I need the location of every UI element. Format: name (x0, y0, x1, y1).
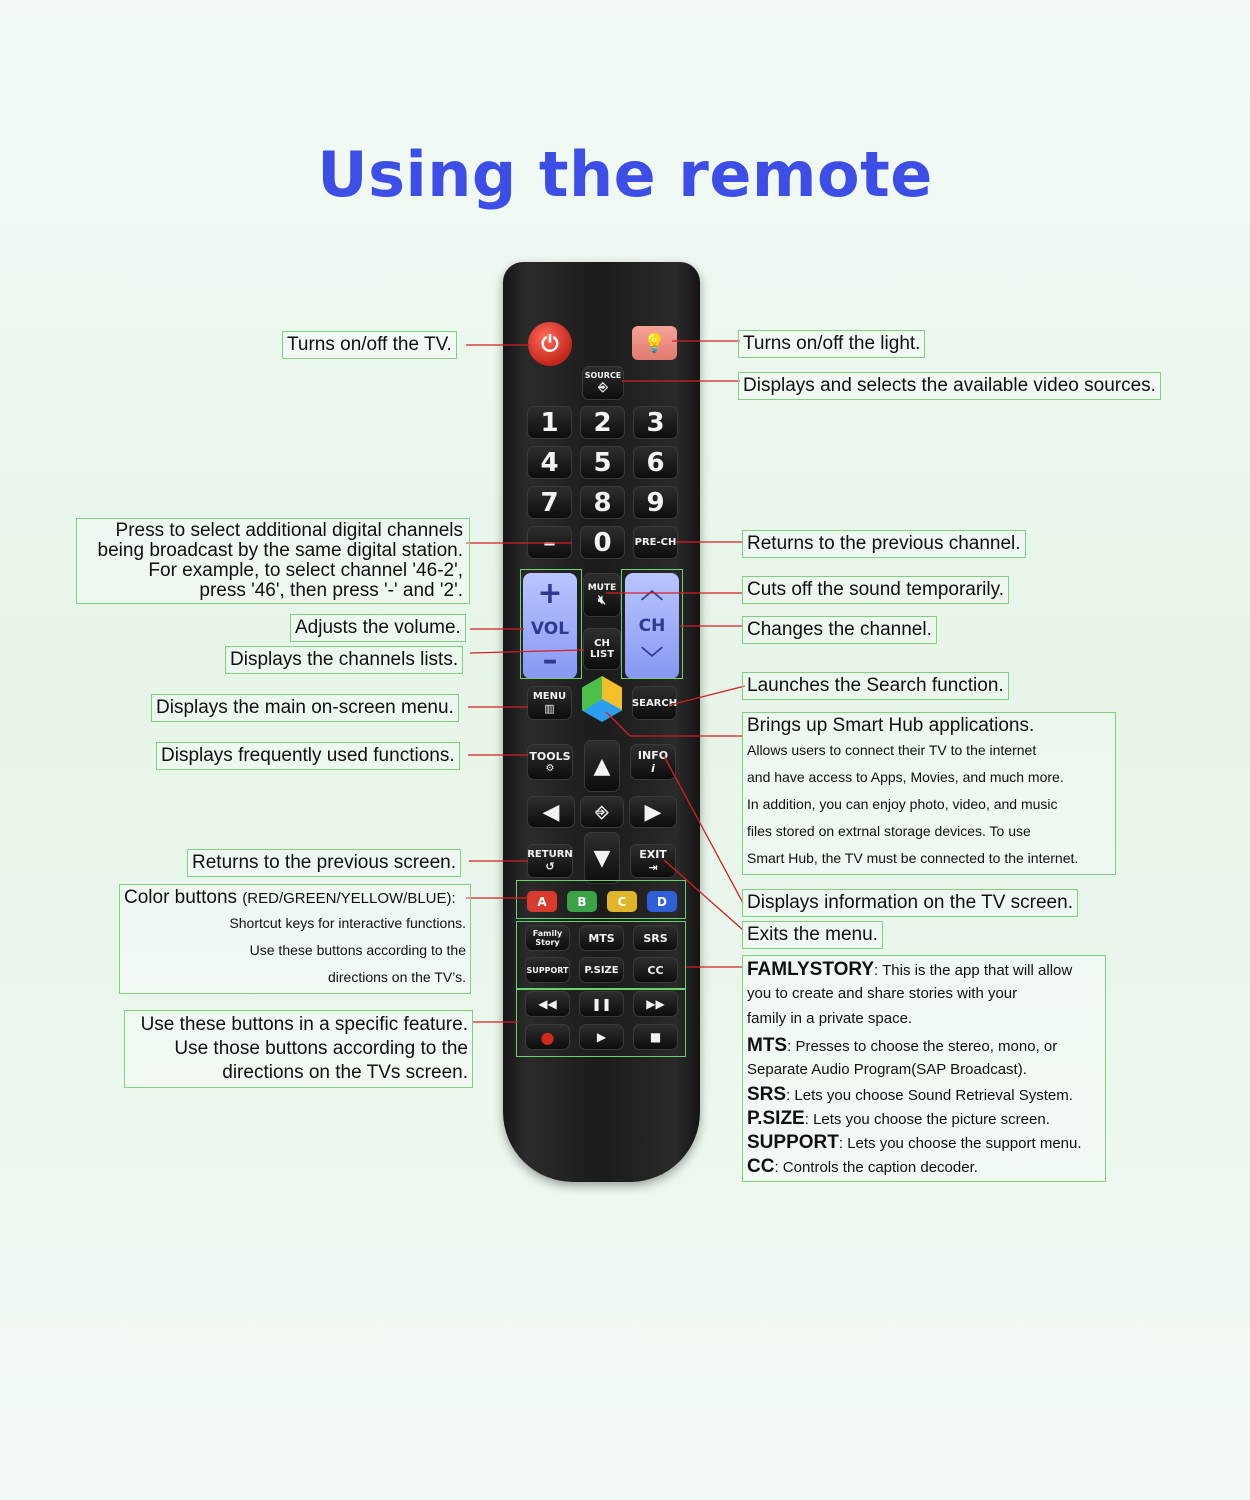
label-feature-line-3: directions on the TVs screen. (222, 1062, 468, 1083)
label-color-paren: (RED/GREEN/YELLOW/BLUE): (242, 890, 456, 907)
color-button-b[interactable]: B (567, 891, 597, 912)
vol-plus: + (537, 576, 563, 611)
label-volume: Adjusts the volume. (290, 614, 466, 642)
chlist-button[interactable] (583, 628, 621, 670)
label-familystory-line-3: family in a private space. (747, 1010, 913, 1027)
label-mute: Cuts off the sound temporarily. (742, 576, 1009, 604)
label-power: Turns on/off the TV. (282, 331, 457, 359)
source-icon: ⎆ (598, 380, 608, 394)
fast-forward-icon: ▶▶ (646, 997, 665, 1011)
label-feature-line-2: Use those buttons according to the (174, 1038, 468, 1059)
dpad-enter-button[interactable] (580, 796, 624, 828)
source-button-label: SOURCE (584, 371, 622, 380)
label-srs-key: SRS (747, 1084, 787, 1105)
label-return: Returns to the previous screen. (187, 849, 461, 877)
label-psize-key: P.SIZE (747, 1108, 805, 1129)
label-color-line-3: directions on the TV’s. (327, 969, 466, 985)
record-icon: ● (540, 1027, 555, 1047)
label-feature-line-1: Use these buttons in a specific feature. (140, 1014, 468, 1035)
exit-icon: ⇥ (648, 861, 658, 874)
label-chlist: Displays the channels lists. (225, 646, 463, 674)
label-familystory-line-2: you to create and share stories with your (747, 985, 1018, 1002)
label-dash-line-1: Press to select additional digital channels (115, 520, 463, 541)
enter-icon: ⎆ (595, 802, 609, 821)
ch-label: CH (638, 616, 666, 636)
family-story-button[interactable]: Family Story (525, 925, 570, 951)
power-button[interactable]: ⏻ (528, 322, 572, 366)
prech-button[interactable]: PRE-CH (633, 526, 678, 559)
source-button[interactable] (582, 366, 624, 400)
label-psize-line-1: : Lets you choose the picture screen. (804, 1111, 1050, 1128)
digit-6-button[interactable]: 6 (633, 446, 678, 479)
label-channel: Changes the channel. (742, 616, 937, 644)
label-srs-line-1: : Lets you choose Sound Retrieval System. (786, 1087, 1073, 1104)
label-cc-line-1: : Controls the caption decoder. (774, 1159, 978, 1176)
label-smart-hub-line-1: Allows users to connect their TV to the internet (747, 742, 1037, 758)
label-cc-key: CC (747, 1156, 775, 1177)
exit-label: EXIT (639, 848, 667, 861)
info-label: INFO (637, 749, 669, 762)
menu-button[interactable] (527, 686, 572, 720)
light-button[interactable] (632, 326, 677, 360)
label-feature (124, 1010, 473, 1088)
function-buttons-highlight (516, 921, 686, 989)
stop-icon: ■ (649, 1030, 662, 1044)
digit-3-button[interactable]: 3 (633, 406, 678, 439)
label-familystory-key: FAMLYSTORY (747, 959, 875, 980)
mute-icon: 🔇︎ (597, 592, 607, 608)
label-smart-hub-line-2: and have access to Apps, Movies, and much more. (747, 769, 1064, 785)
label-smart-hub-line-5: Smart Hub, the TV must be connected to the internet. (747, 850, 1079, 866)
menu-icon: ▥ (544, 702, 555, 715)
info-button[interactable] (630, 744, 676, 780)
label-dash-line-2: being broadcast by the same digital station. (97, 540, 463, 561)
color-buttons-highlight (516, 880, 686, 919)
label-smart-hub (742, 712, 1116, 875)
vol-label: VOL (530, 619, 570, 639)
label-smart-hub-title: Brings up Smart Hub applications. (747, 715, 1035, 736)
support-button[interactable]: SUPPORT (525, 957, 570, 983)
label-tools: Displays frequently used functions. (156, 742, 460, 770)
channel-highlight (621, 569, 683, 679)
label-color-title: Color buttons (124, 887, 238, 908)
vol-minus: – (542, 643, 558, 678)
dash-button[interactable]: – (527, 526, 572, 559)
mts-button[interactable]: MTS (579, 925, 624, 951)
dpad-right-button[interactable] (629, 796, 677, 828)
lightbulb-icon: 💡 (643, 332, 666, 353)
label-mts-line-2: Separate Audio Program(SAP Broadcast). (747, 1061, 1027, 1078)
chevron-down-icon: ﹀ (640, 647, 663, 672)
exit-button[interactable] (630, 844, 676, 878)
label-color-line-1: Shortcut keys for interactive functions. (229, 915, 466, 931)
psize-button[interactable]: P.SIZE (579, 957, 624, 983)
digit-2-button[interactable]: 2 (580, 406, 625, 439)
menu-label: MENU (532, 691, 567, 702)
volume-highlight (520, 569, 582, 679)
digit-5-button[interactable]: 5 (580, 446, 625, 479)
label-support-line-1: : Lets you choose the support menu. (838, 1135, 1082, 1152)
arrow-down-icon: ▼ (593, 845, 611, 871)
page-title: Using the remote (317, 138, 933, 211)
color-button-c[interactable]: C (607, 891, 637, 912)
srs-button[interactable]: SRS (633, 925, 678, 951)
return-label: RETURN (527, 849, 573, 860)
return-icon: ↺ (545, 860, 555, 873)
tools-icon: ⚙ (545, 763, 555, 774)
label-smart-hub-line-3: In addition, you can enjoy photo, video, and music (747, 796, 1058, 812)
label-function-keys (742, 955, 1106, 1182)
digit-1-button[interactable]: 1 (527, 406, 572, 439)
label-dash-line-3: For example, to select channel '46-2', (148, 560, 463, 581)
dpad-left-button[interactable] (527, 796, 575, 828)
cc-button[interactable]: CC (633, 957, 678, 983)
tools-button[interactable] (527, 744, 573, 780)
search-button[interactable]: SEARCH (632, 686, 677, 720)
chlist-label-2: LIST (589, 649, 615, 660)
label-color-line-2: Use these buttons according to the (249, 942, 466, 958)
digit-8-button[interactable]: 8 (580, 486, 625, 519)
label-exit: Exits the menu. (742, 921, 883, 949)
label-dash-line-4: press '46', then press '-' and '2'. (199, 580, 463, 601)
label-info: Displays information on the TV screen. (742, 889, 1078, 917)
dpad-down-button[interactable] (584, 832, 620, 884)
label-color-buttons (119, 884, 471, 994)
tools-label: TOOLS (529, 750, 571, 763)
label-support-key: SUPPORT (747, 1132, 839, 1153)
arrow-up-icon: ▲ (593, 753, 611, 779)
label-dash (76, 518, 470, 604)
info-icon: i (651, 762, 655, 775)
digit-7-button[interactable]: 7 (527, 486, 572, 519)
play-icon: ▶ (596, 1030, 607, 1044)
dpad-up-button[interactable] (584, 740, 620, 792)
label-source: Displays and selects the available video sources. (738, 372, 1161, 400)
playback-buttons-highlight (516, 989, 686, 1057)
color-button-a[interactable]: A (527, 891, 557, 912)
return-button[interactable] (527, 844, 573, 878)
chlist-label-1: CH (594, 638, 610, 649)
chevron-up-icon: ︿ (640, 579, 663, 604)
digit-0-button[interactable]: 0 (580, 526, 625, 559)
label-prech: Returns to the previous channel. (742, 530, 1026, 558)
arrow-left-icon: ◀ (542, 799, 560, 825)
color-button-d[interactable]: D (647, 891, 677, 912)
rewind-icon: ◀◀ (538, 997, 557, 1011)
mute-button[interactable] (583, 573, 621, 617)
arrow-right-icon: ▶ (644, 799, 662, 825)
label-search: Launches the Search function. (742, 672, 1009, 700)
digit-4-button[interactable]: 4 (527, 446, 572, 479)
mute-label: MUTE (587, 582, 617, 593)
label-menu: Displays the main on-screen menu. (151, 694, 459, 722)
label-mts-line-1: : Presses to choose the stereo, mono, or (787, 1038, 1058, 1055)
pause-icon: ❚❚ (591, 997, 612, 1011)
digit-9-button[interactable]: 9 (633, 486, 678, 519)
label-familystory-line-1: : This is the app that will allow (874, 962, 1073, 979)
label-mts-key: MTS (747, 1035, 788, 1056)
label-light: Turns on/off the light. (738, 330, 925, 358)
label-smart-hub-line-4: files stored on extrnal storage devices. To use (747, 823, 1031, 839)
